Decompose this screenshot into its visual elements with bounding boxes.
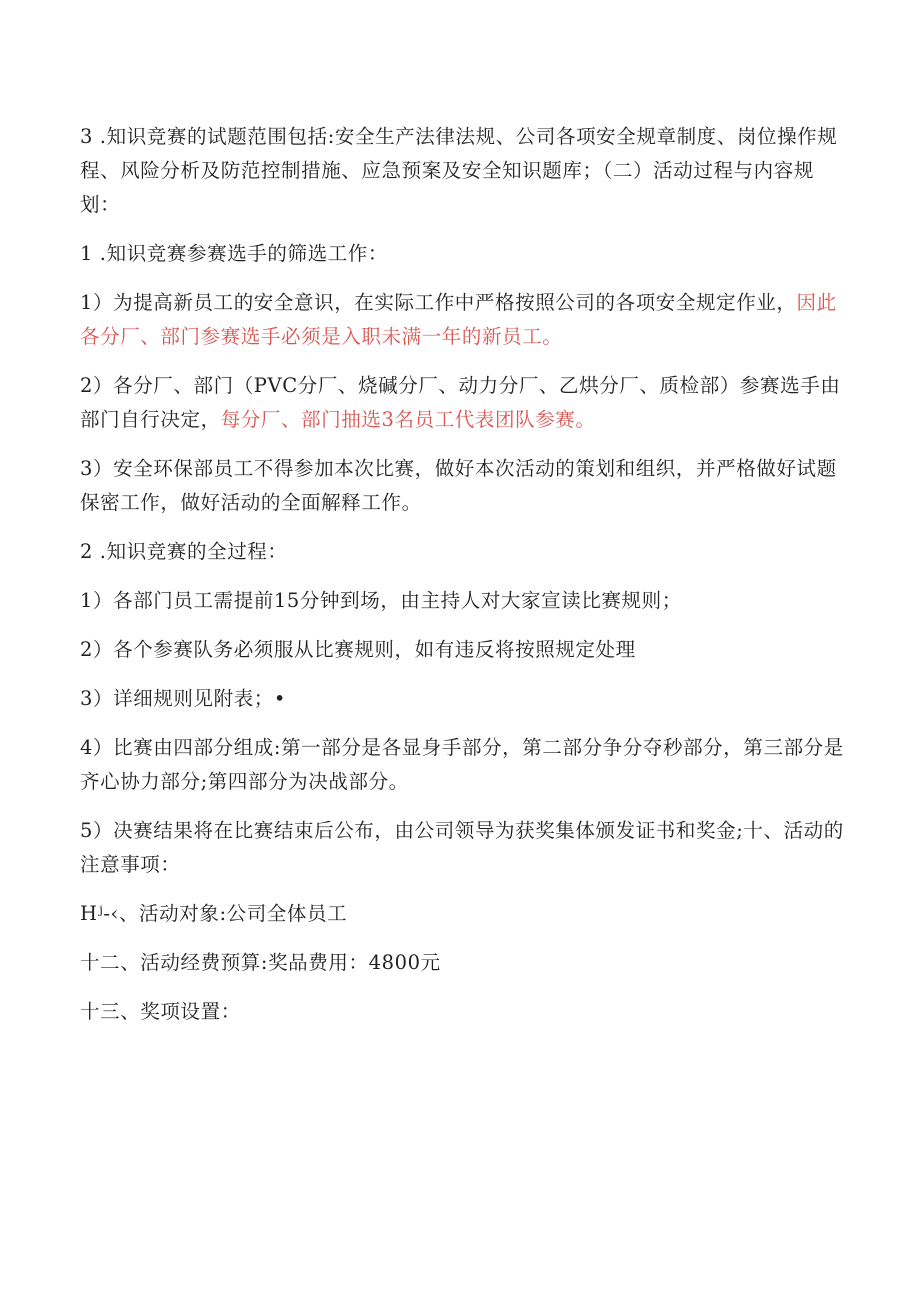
paragraph-text: 1）各部门员工需提前15分钟到场，由主持人对大家宣读比赛规则；	[80, 589, 682, 612]
paragraph-department-selection	[80, 369, 850, 437]
paragraph-contestant-selection-heading	[80, 237, 850, 271]
paragraph-safety-dept-rule	[80, 452, 850, 520]
paragraph-text: 1）为提高新员工的安全意识，在实际工作中严格按照公司的各项安全规定作业，	[80, 291, 797, 314]
paragraph-results-announcement	[80, 814, 850, 882]
paragraph-text: 4）比赛由四部分组成:第一部分是各显身手部分，第二部分争分夺秒部分，第三部分是齐心协力部分;第四部分为决战部分。	[80, 736, 844, 793]
paragraph-text: 2）各分厂、部门（PVC分厂、烧碱分厂、动力分厂、乙烘分厂、质检部）参赛选手由部门自行决定，	[80, 374, 841, 431]
paragraph-text: 1 .知识竞赛参赛选手的筛选工作：	[80, 242, 389, 265]
paragraph-text: 3）安全环保部员工不得参加本次比赛，做好本次活动的策划和组织，并严格做好试题保密工作，做好活动的全面解释工作。	[80, 457, 837, 514]
paragraph-awards-heading	[80, 995, 850, 1029]
highlighted-text: 因此各分厂、部门参赛选手必须是入职未满一年的新员工。	[80, 291, 837, 348]
paragraph-text: 3 .知识竞赛的试题范围包括:安全生产法律法规、公司各项安全规章制度、岗位操作规程、风险分析及防范控制措施、应急预案及安全知识题库；（二）活动过程与内容规划：	[80, 125, 838, 216]
paragraph-text: 2 .知识竞赛的全过程：	[80, 540, 288, 563]
paragraph-text: Hʲ-‹、活动对象:公司全体员工	[80, 902, 348, 925]
highlighted-text: 每分厂、部门抽选3名员工代表团队参赛。	[220, 408, 596, 431]
paragraph-budget	[80, 946, 850, 980]
paragraph-text: 十三、奖项设置：	[80, 1000, 241, 1023]
paragraph-detailed-rules	[80, 682, 850, 716]
paragraph-text: 5）决赛结果将在比赛结束后公布，由公司领导为获奖集体颁发证书和奖金;十、活动的注意事项：	[80, 819, 844, 876]
paragraph-activity-target	[80, 897, 850, 931]
paragraph-text: 十二、活动经费预算:奖品费用：4800元	[80, 951, 441, 974]
paragraph-text: 3）详细规则见附表；•	[80, 687, 287, 710]
paragraph-quiz-scope	[80, 120, 850, 222]
paragraph-new-employee-rule	[80, 286, 850, 354]
paragraph-process-heading	[80, 535, 850, 569]
paragraph-compliance-rule	[80, 633, 850, 667]
paragraph-arrival-rule	[80, 584, 850, 618]
document-body	[80, 120, 850, 1044]
paragraph-text: 2）各个参赛队务必须服从比赛规则，如有违反将按照规定处理	[80, 638, 636, 661]
paragraph-competition-parts	[80, 731, 850, 799]
